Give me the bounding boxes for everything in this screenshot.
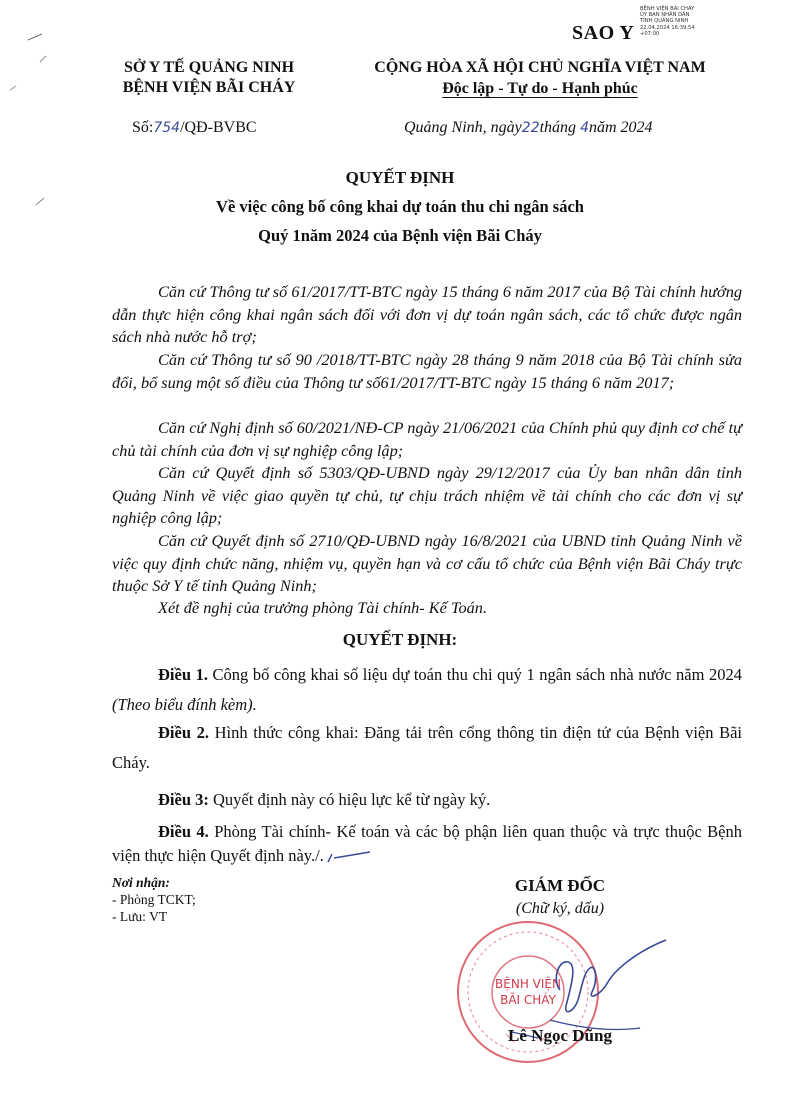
number-handwritten: 754	[153, 120, 181, 136]
legal-basis: Căn cứ Quyết định số 5303/QĐ-UBND ngày 29/12/2017 của Ủy ban nhân dân tỉnh Quảng Ninh về việc giao quyền tự chủ, tự chịu trách nhiệm về tài chính cho các đơn vị sự nghiệp công lập;	[112, 463, 742, 527]
agency-line-2: BỆNH VIỆN BÃI CHÁY	[122, 79, 296, 96]
digital-stamp-line: TỈNH QUẢNG NINH	[640, 18, 689, 25]
legal-basis: Căn cứ Quyết định số 2710/QĐ-UBND ngày 16/8/2021 của UBND tỉnh Quảng Ninh về việc quy định chức năng, nhiệm vụ, quyền hạn và cơ cấu tổ chức của Bệnh viện Bãi Cháy trực thuộc Sở Y tế tỉnh Quảng Ninh;	[112, 531, 742, 595]
document-title: QUYẾT ĐỊNH	[345, 168, 455, 187]
place-date	[404, 119, 653, 137]
seal-line-1: BỆNH VIỆN	[495, 977, 561, 991]
decision-heading: QUYẾT ĐỊNH:	[342, 630, 458, 649]
article-text: Công bố công khai số liệu dự toán thu chi quý 1 ngân sách nhà nước năm 2024	[207, 665, 743, 684]
legal-basis: Căn cứ Nghị định số 60/2021/NĐ-CP ngày 21/06/2021 của Chính phủ quy định cơ chế tự chủ tài chính của đơn vị sự nghiệp công lập;	[112, 418, 742, 460]
subject-line-2: Quý 1năm 2024 của Bệnh viện Bãi Cháy	[258, 226, 542, 245]
date-day: 22	[521, 120, 540, 136]
legal-basis: Căn cứ Thông tư số 61/2017/TT-BTC ngày 15 tháng 6 năm 2017 của Bộ Tài chính hướng dẫn thực hiện công khai ngân sách đối với đơn vị dự toán ngân sách, các tổ chức được ngân sách nhà nước hỗ trợ;	[112, 282, 742, 346]
date-prefix: Quảng Ninh, ngày	[404, 119, 522, 136]
agency-line-1: SỞ Y TẾ QUẢNG NINH	[123, 59, 295, 76]
article-4	[112, 820, 742, 868]
article-2	[112, 718, 742, 778]
digital-stamp-line: BỆNH VIỆN BÃI CHÁY	[640, 6, 695, 12]
document-number	[132, 119, 257, 137]
subject-line-1: Về việc công bố công khai dự toán thu chi ngân sách	[216, 197, 584, 216]
date-year: năm 2024	[588, 119, 653, 136]
legal-basis: Xét đề nghị của trưởng phòng Tài chính- Kế Toán.	[158, 598, 488, 617]
article-3	[112, 785, 742, 815]
legal-basis: Căn cứ Thông tư số 90 /2018/TT-BTC ngày 28 tháng 9 năm 2018 của Bộ Tài chính sửa đổi, bổ sung một số điều của Thông tư số61/2017/TT-BTC ngày 15 tháng 6 năm 2017;	[112, 350, 742, 392]
signer-name: Lê Ngọc Dũng	[508, 1026, 612, 1045]
digital-stamp-line: 22.04.2024 16:39:54	[640, 24, 695, 31]
article-label: Điều 2.	[158, 723, 209, 742]
seal-line-2: BÃI CHÁY	[500, 993, 556, 1007]
nation-title: CỘNG HÒA XÃ HỘI CHỦ NGHĨA VIỆT NAM	[374, 59, 706, 76]
nation-motto: Độc lập - Tự do - Hạnh phúc	[442, 80, 638, 97]
article-note: (Theo biểu đính kèm).	[112, 695, 257, 714]
initial-stroke-icon	[324, 850, 372, 864]
article-1	[112, 660, 742, 720]
date-month-label: tháng	[539, 119, 577, 136]
number-suffix: /QĐ-BVBC	[180, 119, 257, 136]
article-label: Điều 3:	[158, 790, 209, 809]
digital-stamp-line: ỦY BAN NHÂN DÂN	[640, 12, 690, 19]
article-text: Phòng Tài chính- Kế toán và các bộ phận liên quan thuộc và trực thuộc Bệnh viện thực hiện Quyết định này./.	[112, 822, 743, 865]
recipient-item: - Phòng TCKT;	[112, 892, 196, 907]
recipients	[112, 874, 196, 925]
recipients-title: Nơi nhận:	[112, 875, 170, 890]
national-heading	[355, 58, 725, 100]
date-month: 4	[580, 120, 589, 136]
digital-stamp-line: +07:00	[640, 30, 660, 37]
recipient-item: - Lưu: VT	[112, 909, 168, 924]
issuing-agency	[100, 58, 318, 98]
digital-signature-stamp	[640, 6, 790, 37]
copy-mark: SAO Y	[572, 22, 635, 44]
signer-title: GIÁM ĐỐC	[514, 876, 606, 895]
number-prefix: Số:	[132, 119, 154, 136]
article-label: Điều 1.	[158, 665, 208, 684]
article-label: Điều 4.	[158, 822, 209, 841]
article-text: Quyết định này có hiệu lực kể từ ngày ký.	[208, 790, 491, 809]
article-text: Hình thức công khai: Đăng tải trên cổng thông tin điện tử của Bệnh viện Bãi Cháy.	[112, 723, 743, 772]
signer-note: (Chữ ký, dấu)	[515, 900, 605, 917]
